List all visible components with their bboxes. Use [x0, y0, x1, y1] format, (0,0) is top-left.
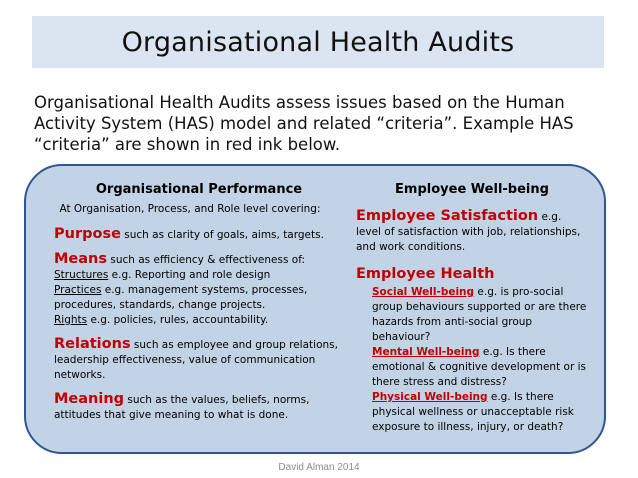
means-text: such as efficiency & effectiveness of:: [107, 254, 306, 266]
social-text: e.g. is pro-social group behaviours supported or are there hazards from anti-social group behaviour?: [372, 286, 587, 343]
relations-block: [54, 337, 344, 383]
mental-title: Mental Well-being: [372, 346, 480, 358]
practices-text: e.g. management systems, processes, procedures, standards, change projects.: [54, 284, 308, 311]
meaning-title: Meaning: [54, 391, 125, 407]
rights-text: e.g. policies, rules, accountability.: [87, 314, 269, 326]
meaning-text: such as the values, beliefs, norms, attitudes that give meaning to what is done.: [54, 394, 310, 421]
means-title: Means: [54, 251, 108, 267]
intro-text: Organisational Health Audits assess issues based on the Human Activity System (HAS) model and related “criteria”. Example HAS “criteria” are shown in red ink below.: [34, 93, 574, 154]
meaning-block: [54, 392, 344, 423]
health-title: Employee Health: [356, 266, 495, 282]
relations-text: such as employee and group relations, leadership effectiveness, value of communication networks.: [54, 339, 338, 381]
physical-text: e.g. Is there physical wellness or unacceptable risk exposure to illness, injury, or death?: [372, 391, 574, 433]
social-title: Social Well-being: [372, 286, 475, 298]
footer-credit: David Alman 2014: [278, 462, 360, 473]
slide-title: Organisational Health Audits: [121, 26, 515, 58]
health-heading-block: [356, 267, 588, 283]
satisfaction-block: [356, 209, 588, 255]
title-bar: [32, 16, 604, 68]
performance-subheading: At Organisation, Process, and Role level covering:: [59, 203, 321, 215]
purpose-title: Purpose: [54, 226, 121, 242]
wellbeing-column: [356, 180, 588, 435]
practices-label: Practices: [54, 284, 102, 296]
wellbeing-heading: Employee Well-being: [395, 182, 549, 197]
rights-label: Rights: [54, 314, 88, 326]
performance-column: [54, 180, 344, 432]
satisfaction-title: Employee Satisfaction: [356, 208, 539, 224]
mental-block: [356, 345, 588, 390]
purpose-text: such as clarity of goals, aims, targets.: [120, 229, 324, 241]
performance-heading: Organisational Performance: [95, 182, 303, 197]
physical-title: Physical Well-being: [372, 391, 488, 403]
structures-label: Structures: [54, 269, 109, 281]
means-block: [54, 252, 344, 328]
structures-text: e.g. Reporting and role design: [108, 269, 271, 281]
mental-text: e.g. Is there emotional & cognitive development or is there stress and distress?: [372, 346, 586, 388]
criteria-panel: [24, 164, 606, 454]
relations-title: Relations: [54, 336, 131, 352]
social-block: [356, 285, 588, 345]
satisfaction-text: e.g. level of satisfaction with job, relationships, and work conditions.: [356, 211, 581, 253]
physical-block: [356, 390, 588, 435]
purpose-block: [54, 227, 344, 243]
